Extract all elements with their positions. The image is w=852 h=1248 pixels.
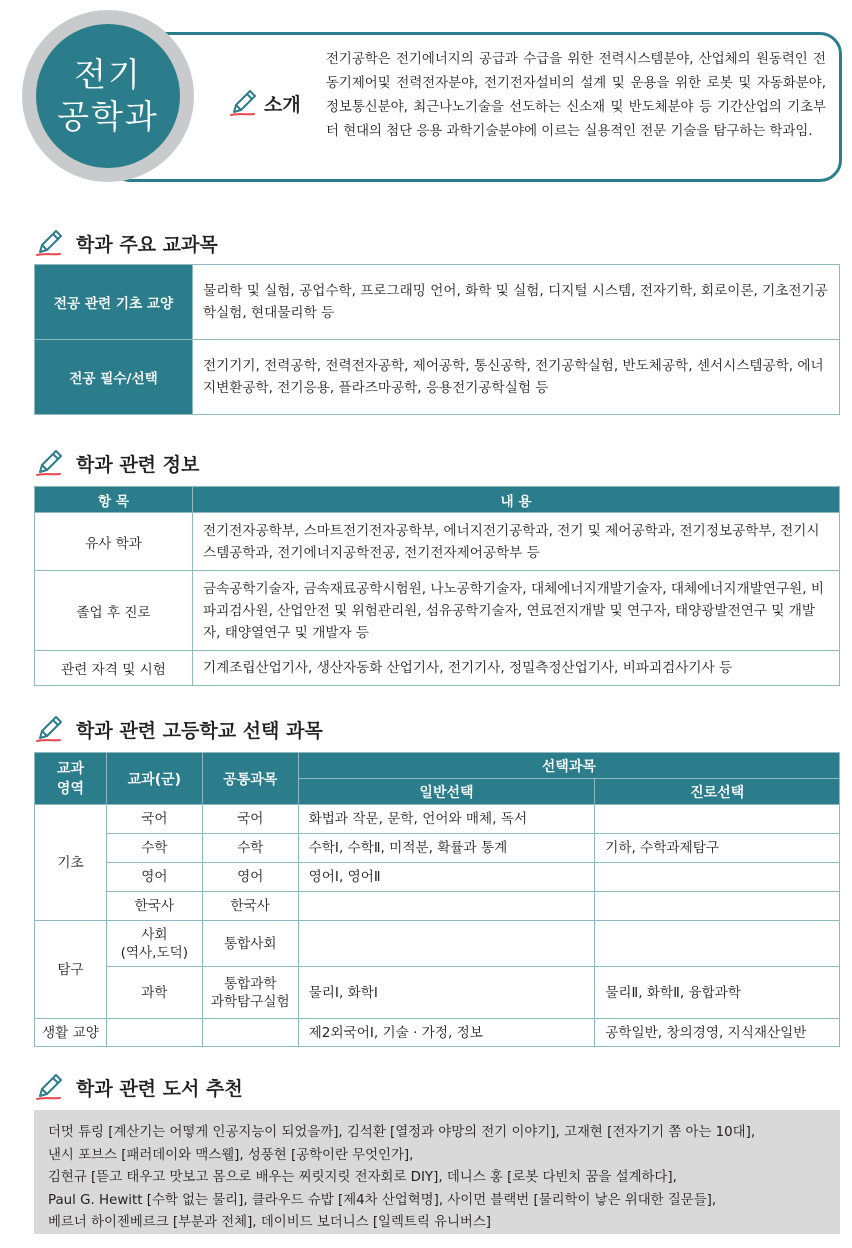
intro-label-text: 소개 xyxy=(264,93,301,116)
table-row xyxy=(35,513,840,571)
general-cell: 물리Ⅰ, 화학Ⅰ xyxy=(298,967,595,1019)
column-header-item: 항 목 xyxy=(35,487,193,513)
info-table xyxy=(34,486,840,686)
course-category: 전공 관련 기초 교양 xyxy=(35,265,193,340)
common-cell: 국어 xyxy=(202,805,298,834)
group-cell xyxy=(106,1019,202,1047)
section-title-text: 학과 주요 교과목 xyxy=(76,233,218,256)
column-header-group: 교과(군) xyxy=(106,753,202,805)
courses-table xyxy=(34,264,840,415)
intro-text: 전기공학은 전기에너지의 공급과 수급을 위한 전력시스템분야, 산업체의 원동력인 전동기제어및 전력전자분야, 전기전자설비의 설계 및 운용을 위한 로봇 및 자동화분야, 정보통신분야, 최근나노기술을 선도하는 신소재 및 반도체분야 등 기간산업의 기초부터 현대의 첨단 응용 과학기술분야에 이르는 실용적인 전문 기술을 탐구하는 학과임. xyxy=(326,52,826,139)
book-line: 김현규 [뜯고 태우고 맛보고 몸으로 배우는 찌릿지릿 전자회로 DIY], 데니스 홍 [로봇 다빈치 꿈을 설계하다], xyxy=(48,1170,677,1186)
highschool-subjects-table xyxy=(34,752,840,1047)
dept-badge xyxy=(36,24,180,168)
career-cell: 공학일반, 창의경영, 지식재산일반 xyxy=(595,1019,840,1047)
table-row xyxy=(35,863,840,892)
general-cell xyxy=(298,892,595,921)
table-row xyxy=(35,340,840,415)
table-header-row xyxy=(35,753,840,779)
pencil-icon xyxy=(34,1072,64,1102)
group-cell: 사회 (역사,도덕) xyxy=(106,921,202,967)
column-header-career: 진로선택 xyxy=(595,779,840,805)
general-cell: 제2외국어Ⅰ, 기술 · 가정, 정보 xyxy=(298,1019,595,1047)
table-row xyxy=(35,921,840,967)
career-cell xyxy=(595,921,840,967)
section-title-highschool xyxy=(34,714,323,744)
section-title-courses xyxy=(34,228,218,258)
intro-label xyxy=(228,88,301,118)
column-header-elective: 선택과목 xyxy=(298,753,839,779)
section-title-books xyxy=(34,1072,243,1102)
info-content: 기계조립산업기사, 생산자동화 산업기사, 전기기사, 정밀측정산업기사, 비파괴검사기사 등 xyxy=(193,651,840,686)
column-header-common: 공통과목 xyxy=(202,753,298,805)
area-cell: 탐구 xyxy=(35,921,107,1019)
career-cell xyxy=(595,805,840,834)
section-title-text: 학과 관련 고등학교 선택 과목 xyxy=(76,719,323,742)
section-title-info xyxy=(34,448,199,478)
career-cell xyxy=(595,863,840,892)
pencil-icon xyxy=(34,714,64,744)
book-line: 베르너 하이젠베르크 [부분과 전체], 데이비드 보더니스 [일렉트릭 유니버스] xyxy=(48,1215,492,1231)
info-content: 금속공학기술자, 금속재료공학시험원, 나노공학기술자, 대체에너지개발기술자, 대체에너지개발연구원, 비파괴검사원, 산업안전 및 위험관리원, 섬유공학기술자, 연료전지개발 및 연구자, 태양광발전연구 및 개발자, 태양열연구 및 개발자 등 xyxy=(193,571,840,651)
info-item: 유사 학과 xyxy=(35,513,193,571)
area-cell: 생활 교양 xyxy=(35,1019,107,1047)
group-cell: 국어 xyxy=(106,805,202,834)
group-cell: 수학 xyxy=(106,834,202,863)
table-row xyxy=(35,265,840,340)
career-cell: 물리Ⅱ, 화학Ⅱ, 융합과학 xyxy=(595,967,840,1019)
table-row xyxy=(35,805,840,834)
pencil-icon xyxy=(228,88,258,118)
section-title-text: 학과 관련 도서 추천 xyxy=(76,1077,243,1100)
book-line: Paul G. Hewitt [수학 없는 물리], 클라우드 슈밥 [제4차 산업혁명], 사이먼 블랙번 [물리학이 낳은 위대한 질문들], xyxy=(48,1192,717,1208)
career-cell xyxy=(595,892,840,921)
general-cell: 영어Ⅰ, 영어Ⅱ xyxy=(298,863,595,892)
table-header-row xyxy=(35,487,840,513)
course-list: 물리학 및 실험, 공업수학, 프로그래밍 언어, 화학 및 실험, 디지털 시스템, 전자기학, 회로이론, 기초전기공학실험, 현대물리학 등 xyxy=(193,265,840,340)
info-item: 졸업 후 진로 xyxy=(35,571,193,651)
table-row xyxy=(35,892,840,921)
group-cell: 영어 xyxy=(106,863,202,892)
column-header-general: 일반선택 xyxy=(298,779,595,805)
common-cell: 영어 xyxy=(202,863,298,892)
dept-name-line1: 전기 xyxy=(74,55,142,94)
info-content: 전기전자공학부, 스마트전기전자공학부, 에너지전기공학과, 전기 및 제어공학과, 전기정보공학부, 전기시스템공학과, 전기에너지공학전공, 전기전자제어공학부 등 xyxy=(193,513,840,571)
course-category: 전공 필수/선택 xyxy=(35,340,193,415)
books-box xyxy=(34,1110,840,1234)
common-cell: 통합과학 과학탐구실험 xyxy=(202,967,298,1019)
common-cell xyxy=(202,1019,298,1047)
pencil-icon xyxy=(34,448,64,478)
common-cell: 한국사 xyxy=(202,892,298,921)
career-cell: 기하, 수학과제탐구 xyxy=(595,834,840,863)
table-row xyxy=(35,571,840,651)
table-row xyxy=(35,967,840,1019)
book-line: 낸시 포브스 [패러데이와 맥스웰], 성풍현 [공학이란 무엇인가], xyxy=(48,1147,414,1163)
common-cell: 수학 xyxy=(202,834,298,863)
dept-name xyxy=(48,54,168,138)
book-line: 더멋 튜링 [계산기는 어떻게 인공지능이 되었을까], 김석환 [열정과 야망의 전기 이야기], 고재현 [전자기기 쫌 아는 10대], xyxy=(48,1125,756,1140)
column-header-content: 내 용 xyxy=(193,487,840,513)
dept-name-line2: 공학과 xyxy=(57,97,159,136)
table-row xyxy=(35,1019,840,1047)
common-cell: 통합사회 xyxy=(202,921,298,967)
table-row xyxy=(35,834,840,863)
pencil-icon xyxy=(34,228,64,258)
general-cell: 수학Ⅰ, 수학Ⅱ, 미적분, 확률과 통계 xyxy=(298,834,595,863)
group-cell: 과학 xyxy=(106,967,202,1019)
course-list: 전기기기, 전력공학, 전력전자공학, 제어공학, 통신공학, 전기공학실험, 반도체공학, 센서시스템공학, 에너지변환공학, 전기응용, 플라즈마공학, 응용전기공학실험 등 xyxy=(193,340,840,415)
table-row xyxy=(35,651,840,686)
section-title-text: 학과 관련 정보 xyxy=(76,453,200,476)
info-item: 관련 자격 및 시험 xyxy=(35,651,193,686)
group-cell: 한국사 xyxy=(106,892,202,921)
area-cell: 기초 xyxy=(35,805,107,921)
column-header-area: 교과 영역 xyxy=(35,753,107,805)
general-cell: 화법과 작문, 문학, 언어와 매체, 독서 xyxy=(298,805,595,834)
general-cell xyxy=(298,921,595,967)
